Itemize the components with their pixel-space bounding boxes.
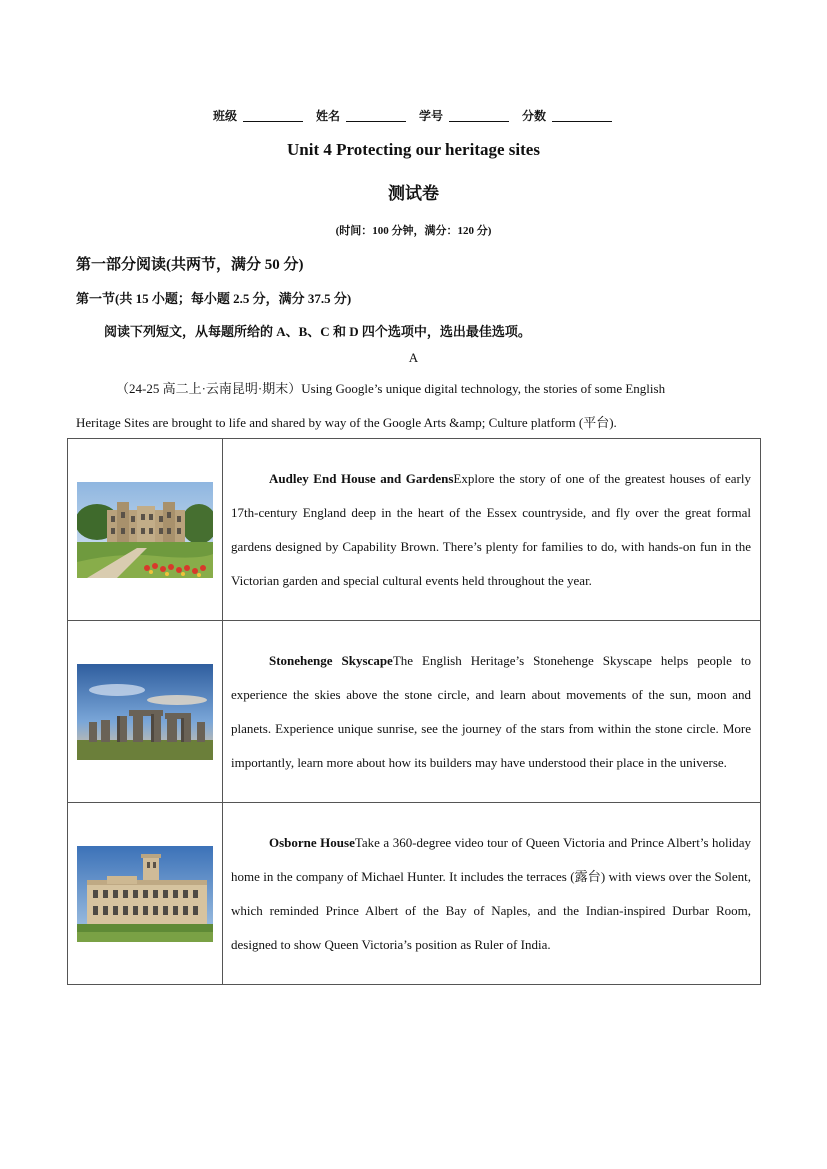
part-heading: 第一部分阅读(共两节，满分 50 分) [76,257,304,273]
document-subtitle: 测试卷 [388,184,439,203]
image-cell [68,621,223,803]
score-label: 分数 [522,109,547,123]
image-cell [68,803,223,985]
site-name: Stonehenge Skyscape [269,652,393,668]
document-title: Unit 4 Protecting our heritage sites [287,140,540,159]
score-blank[interactable] [552,109,612,122]
intro-line-2: Heritage Sites are brought to life and shared by way of the Google Arts &amp; Culture platform (平台). [76,415,617,430]
heritage-sites-table [67,438,761,985]
student-id-blank[interactable] [449,109,509,122]
site-description [223,439,761,621]
stonehenge-photo [77,664,213,760]
instruction: 阅读下列短文，从每题所给的 A、B、C 和 D 四个选项中，选出最佳选项。 [104,324,531,339]
passage-label: A [408,350,419,365]
site-text: Explore the story of one of the greatest houses of early 17th-century England deep in the heart of the Essex countryside, and fly over the great formal gardens designed by Capability Brown. There’s plenty for families to do, with hands-on fun in the Victorian garden and special cultural events held throughout the year. [231,470,751,588]
table-row [68,803,761,985]
site-text: The English Heritage’s Stonehenge Skyscape helps people to experience the skies above the stone circle, and learn about movements of the sun, moon and planets. Experience unique sunrise, see the journey of the stars from within the stone circle. More importantly, learn more about how its builders may have understood their place in the universe. [231,652,751,770]
name-label: 姓名 [315,109,340,123]
intro-line-1: （24-25 高二上·云南昆明·期末）Using Google’s unique digital technology, the stories of some English [116,381,666,396]
site-text: Take a 360-degree video tour of Queen Victoria and Prince Albert’s holiday home in the company of Michael Hunter. It includes the terraces (露台) with views over the Solent, which reminded Prince Albert of the Bay of Naples, and the Indian-inspired Durbar Room, designed to show Queen Victoria’s position as Ruler of India. [231,834,752,952]
audley-end-house-photo [77,482,213,578]
name-blank[interactable] [346,109,406,122]
class-blank[interactable] [243,109,303,122]
section-heading: 第一节(共 15 小题；每小题 2.5 分，满分 37.5 分) [76,291,352,306]
class-label: 班级 [212,109,237,123]
student-id-label: 学号 [419,109,444,123]
site-name: Osborne House [269,834,355,850]
osborne-house-photo [77,846,213,942]
site-description [223,621,761,803]
table-row [68,621,761,803]
time-info: (时间：100 分钟，满分：120 分) [335,225,492,237]
table-row [68,439,761,621]
site-description [223,803,761,985]
student-info-line [0,107,827,124]
site-name: Audley End House and Gardens [269,470,454,486]
image-cell [68,439,223,621]
